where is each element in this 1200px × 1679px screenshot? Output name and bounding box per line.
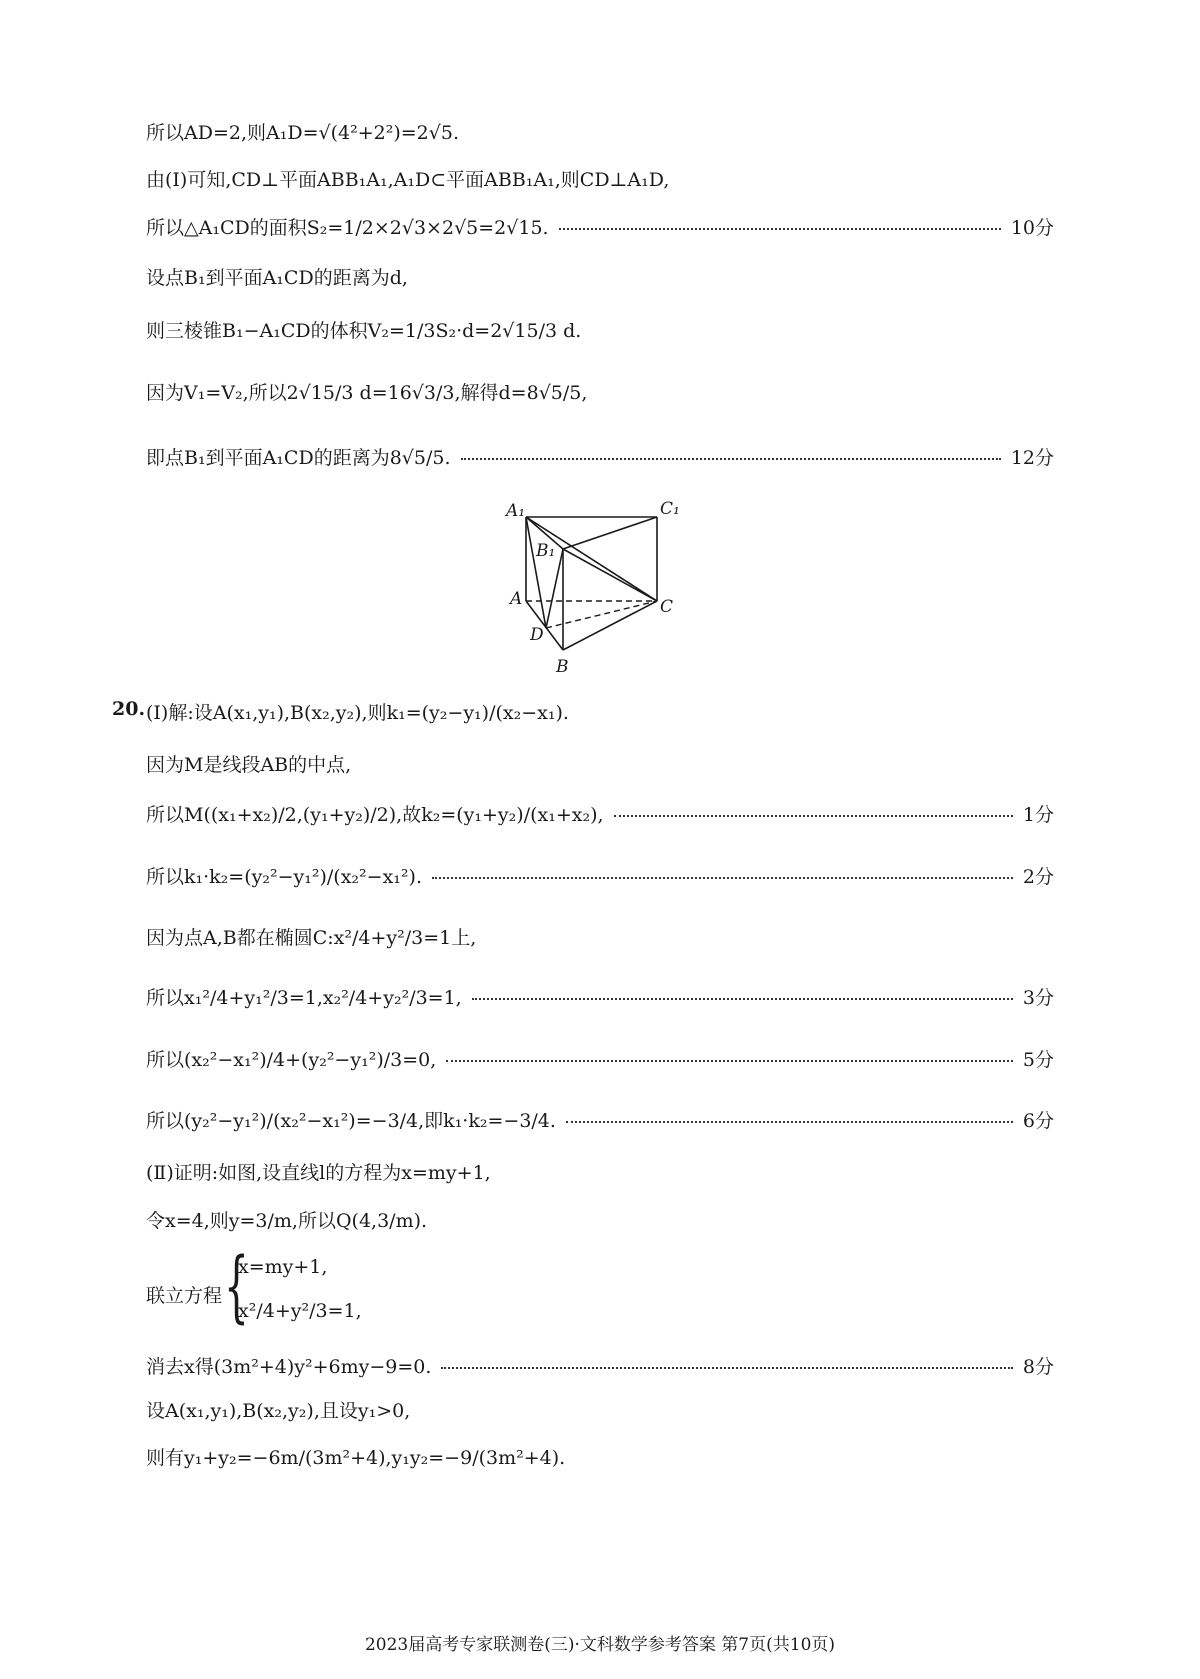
label-d: D <box>530 625 544 645</box>
line-text: 所以△A₁CD的面积S₂=1/2×2√3×2√5=2√15. <box>146 217 549 239</box>
score-label: 10分 <box>1010 217 1054 239</box>
line-text: 因为点A,B都在椭圆C:x²/4+y²/3=1上, <box>146 927 477 949</box>
line-text: (Ⅰ)解:设A(x₁,y₁),B(x₂,y₂),则k₁=(y₂−y₁)/(x₂−x₁). <box>146 702 569 724</box>
line-text: 则三棱锥B₁−A₁CD的体积V₂=1/3S₂·d=2√15/3 d. <box>146 320 582 342</box>
equation-line <box>238 1256 327 1278</box>
dot-leader <box>461 458 1001 460</box>
text-line <box>146 1158 491 1185</box>
scored-line <box>146 862 1054 889</box>
text-line <box>146 378 587 405</box>
text-line <box>146 698 569 725</box>
line-text: 由(Ⅰ)可知,CD⊥平面ABB₁A₁,A₁D⊂平面ABB₁A₁,则CD⊥A₁D, <box>146 169 670 191</box>
text-line <box>146 316 581 343</box>
equation-line <box>238 1300 362 1322</box>
label-c: C <box>660 597 674 617</box>
score-label: 1分 <box>1022 804 1054 826</box>
score-label: 12分 <box>1010 447 1054 469</box>
line-text: 联立方程 <box>146 1285 223 1307</box>
dot-leader <box>559 228 1001 230</box>
line-text: x²/4+y²/3=1, <box>238 1300 362 1322</box>
label-c1: C₁ <box>660 500 680 519</box>
score-label: 2分 <box>1022 866 1054 888</box>
text-line <box>146 1206 427 1233</box>
scored-line <box>146 983 1054 1010</box>
brace: { <box>224 1242 249 1332</box>
edge-a1d <box>526 517 546 628</box>
label-b1: B₁ <box>536 541 556 561</box>
scored-line <box>146 800 1054 827</box>
line-text: 所以M((x₁+x₂)/2,(y₁+y₂)/2),故k₂=(y₁+y₂)/(x₁+x₂), <box>146 804 604 826</box>
scored-line <box>146 1106 1054 1133</box>
line-text: (Ⅱ)证明:如图,设直线l的方程为x=my+1, <box>146 1162 491 1184</box>
text-line <box>146 923 476 950</box>
line-text: x=my+1, <box>238 1256 328 1278</box>
text-line <box>146 1281 222 1308</box>
line-text: 所以AD=2,则A₁D=√(4²+2²)=2√5. <box>146 122 459 144</box>
line-text: 所以k₁·k₂=(y₂²−y₁²)/(x₂²−x₁²). <box>146 866 422 888</box>
question-number: 20. <box>112 698 146 720</box>
scored-line <box>146 443 1054 470</box>
text-line <box>146 118 459 145</box>
prism-figure <box>500 500 700 710</box>
line-text: 令x=4,则y=3/m,所以Q(4,3/m). <box>146 1210 428 1232</box>
edge-bc <box>563 601 657 650</box>
score-label: 8分 <box>1022 1356 1054 1378</box>
scored-line <box>146 1352 1054 1379</box>
dot-leader <box>614 815 1013 817</box>
score-label: 5分 <box>1022 1049 1054 1071</box>
text-line <box>146 1443 565 1470</box>
dot-leader <box>441 1367 1012 1369</box>
line-text: 所以x₁²/4+y₁²/3=1,x₂²/4+y₂²/3=1, <box>146 987 462 1009</box>
dot-leader <box>432 877 1013 879</box>
text-line <box>146 750 351 777</box>
dot-leader <box>472 998 1013 1000</box>
scored-line <box>146 1045 1054 1072</box>
line-text: 消去x得(3m²+4)y²+6my−9=0. <box>146 1356 432 1378</box>
dot-leader <box>446 1060 1013 1062</box>
score-label: 6分 <box>1022 1110 1054 1132</box>
line-text: 因为V₁=V₂,所以2√15/3 d=16√3/3,解得d=8√5/5, <box>146 382 588 404</box>
line-text: 设点B₁到平面A₁CD的距离为d, <box>146 267 408 289</box>
line-text: 即点B₁到平面A₁CD的距离为8√5/5. <box>146 447 451 469</box>
edge-b1c1 <box>563 517 657 549</box>
text-line <box>146 263 408 290</box>
line-text: 因为M是线段AB的中点, <box>146 754 352 776</box>
edge-b1c <box>563 549 657 601</box>
line-text: 设A(x₁,y₁),B(x₂,y₂),且设y₁>0, <box>146 1400 411 1422</box>
text-line <box>146 1396 410 1423</box>
line-text: 则有y₁+y₂=−6m/(3m²+4),y₁y₂=−9/(3m²+4). <box>146 1447 566 1469</box>
scored-line <box>146 213 1054 240</box>
page-footer: 2023届高考专家联测卷(三)·文科数学参考答案 第7页(共10页) <box>364 1635 836 1655</box>
text-line <box>146 165 669 192</box>
dot-leader <box>566 1121 1013 1123</box>
score-label: 3分 <box>1022 987 1054 1009</box>
line-text: 所以(y₂²−y₁²)/(x₂²−x₁²)=−3/4,即k₁·k₂=−3/4. <box>146 1110 556 1132</box>
label-a: A <box>510 589 523 609</box>
label-b: B <box>556 657 569 677</box>
line-text: 所以(x₂²−x₁²)/4+(y₂²−y₁²)/3=0, <box>146 1049 437 1071</box>
label-a1: A₁ <box>506 501 526 521</box>
